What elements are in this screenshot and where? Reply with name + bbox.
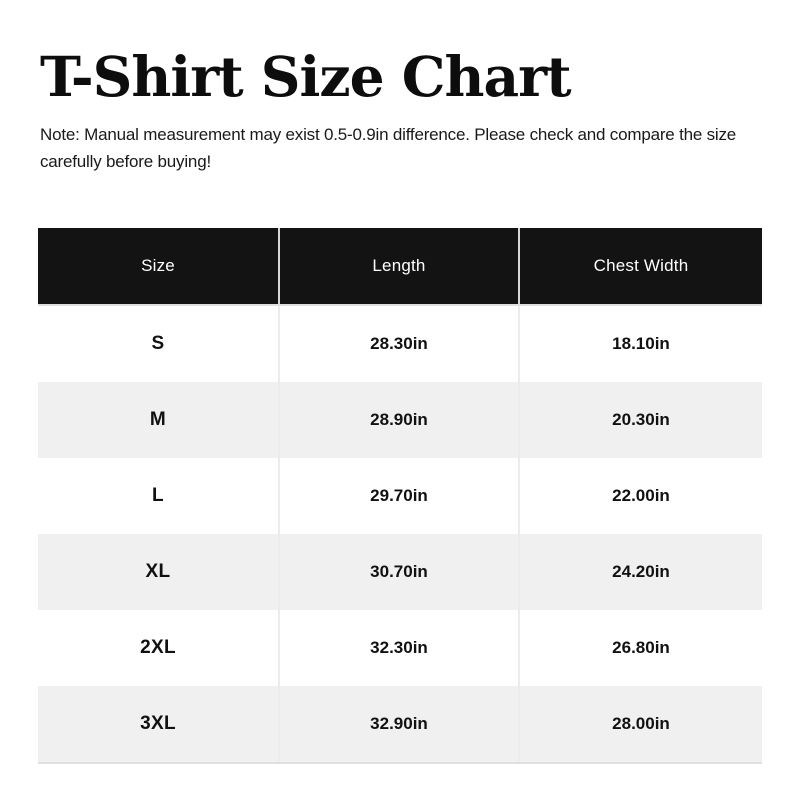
size-cell: 2XL xyxy=(38,610,279,686)
chest-width-cell: 28.00in xyxy=(519,686,762,763)
size-cell: L xyxy=(38,458,279,534)
chest-width-cell: 26.80in xyxy=(519,610,762,686)
size-cell: XL xyxy=(38,534,279,610)
length-cell: 28.90in xyxy=(279,382,519,458)
column-header-chest-width: Chest Width xyxy=(519,228,762,305)
page-title: T-Shirt Size Chart xyxy=(40,44,571,109)
size-cell: M xyxy=(38,382,279,458)
column-header-length: Length xyxy=(279,228,519,305)
chest-width-cell: 22.00in xyxy=(519,458,762,534)
chest-width-cell: 20.30in xyxy=(519,382,762,458)
chest-width-cell: 24.20in xyxy=(519,534,762,610)
length-cell: 29.70in xyxy=(279,458,519,534)
table-row-l xyxy=(38,458,762,534)
size-chart-table xyxy=(38,228,762,764)
length-cell: 32.30in xyxy=(279,610,519,686)
table-row-2xl xyxy=(38,610,762,686)
length-cell: 32.90in xyxy=(279,686,519,763)
chest-width-cell: 18.10in xyxy=(519,305,762,382)
table-row-3xl xyxy=(38,686,762,763)
measurement-note: Note: Manual measurement may exist 0.5-0.9in difference. Please check and compare the size carefully before buying! xyxy=(40,124,737,171)
table-header-row xyxy=(38,228,762,305)
size-cell: 3XL xyxy=(38,686,279,763)
table-row-m xyxy=(38,382,762,458)
length-cell: 28.30in xyxy=(279,305,519,382)
table-row-s xyxy=(38,305,762,382)
length-cell: 30.70in xyxy=(279,534,519,610)
column-header-size: Size xyxy=(38,228,279,305)
table-row-xl xyxy=(38,534,762,610)
size-cell: S xyxy=(38,305,279,382)
size-chart-table-container xyxy=(38,228,762,764)
